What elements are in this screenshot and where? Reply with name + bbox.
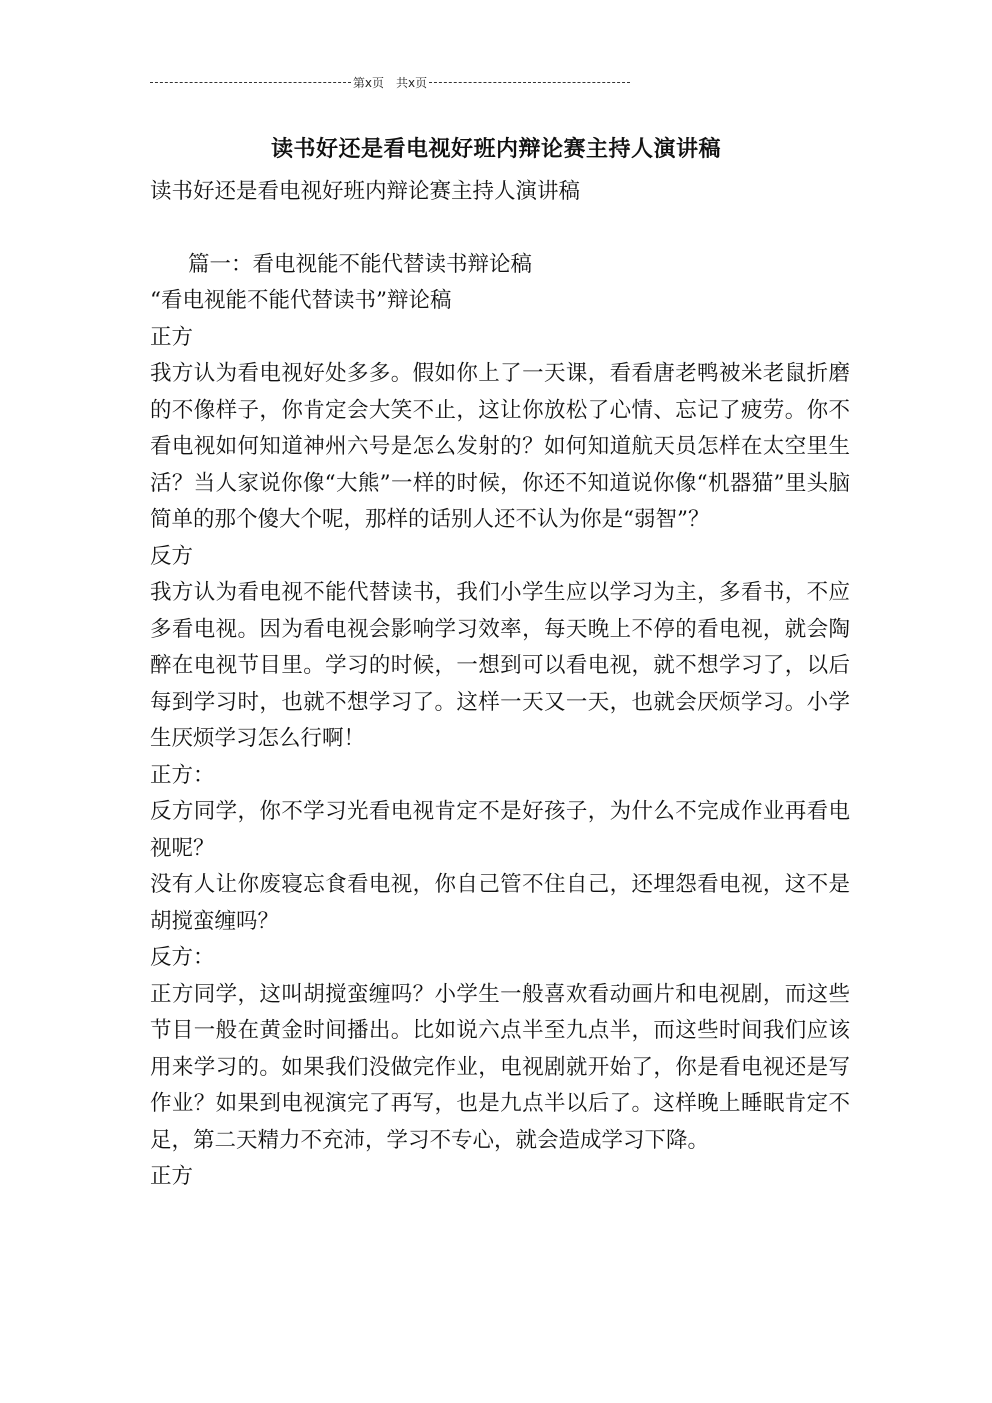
header-dash-right (429, 82, 630, 83)
speaker-label: 反方： (150, 945, 215, 970)
page-indicator: 第x页 共x页 (352, 75, 428, 90)
argument-paragraph: 没有人让你废寝忘食看电视，你自己管不住自己，还埋怨看电视，这不是胡搅蛮缠吗？ (150, 872, 850, 934)
speaker-label: 正方 (150, 324, 194, 350)
argument-paragraph: 正方同学，这叫胡搅蛮缠吗？小学生一般喜欢看动画片和电视剧，而这些节目一般在黄金时间播出。比如说六点半至九点半，而这些时间我们应该用来学习的。如果我们没做完作业，电视剧就开始了，你是看电视还是写作业？如果到电视演完了再写，也是九点半以后了。这样晚上睡眠肯定不足，第二天精力不充沛，学习不专心，就会造成学习下降。 (150, 981, 850, 1153)
document-title: 读书好还是看电视好班内辩论赛主持人演讲稿 (270, 136, 721, 162)
speaker-label: 正方 (150, 1164, 194, 1189)
speaker-label: 反方 (150, 543, 194, 569)
document-body (150, 174, 850, 1196)
page-header (150, 72, 630, 92)
argument-paragraph: 我方认为看电视不能代替读书，我们小学生应以学习为主，多看书，不应多看电视。因为看电视会影响学习效率，每天晚上不停的看电视，就会陶醉在电视节目里。学习的时候，一想到可以看电视，就不想学习了，以后每到学习时，也就不想学习了。这样一天又一天，也就会厌烦学习。小学生厌烦学习怎么行啊！ (150, 580, 850, 751)
argument-paragraph: 我方认为看电视好处多多。假如你上了一天课，看看唐老鸭被米老鼠折磨的不像样子，你肯定会大笑不止，这让你放松了心情、忘记了疲劳。你不看电视如何知道神州六号是怎么发射的？如何知道航天员怎样在太空里生活？当人家说你像“大熊”一样的时候，你还不知道说你像“机器猫”里头脑简单的那个傻大个呢，那样的话别人还不认为你是“弱智”？ (150, 361, 850, 532)
blank-line (150, 211, 850, 247)
section-heading: 篇一：看电视能不能代替读书辩论稿 (188, 251, 533, 277)
header-dash-left (150, 82, 351, 83)
debate-title: “看电视能不能代替读书”辩论稿 (150, 288, 452, 313)
speaker-label: 正方： (150, 762, 215, 788)
document-subtitle: 读书好还是看电视好班内辩论赛主持人演讲稿 (150, 179, 581, 204)
argument-paragraph: 反方同学，你不学习光看电视肯定不是好孩子，为什么不完成作业再看电视呢？ (150, 799, 850, 861)
